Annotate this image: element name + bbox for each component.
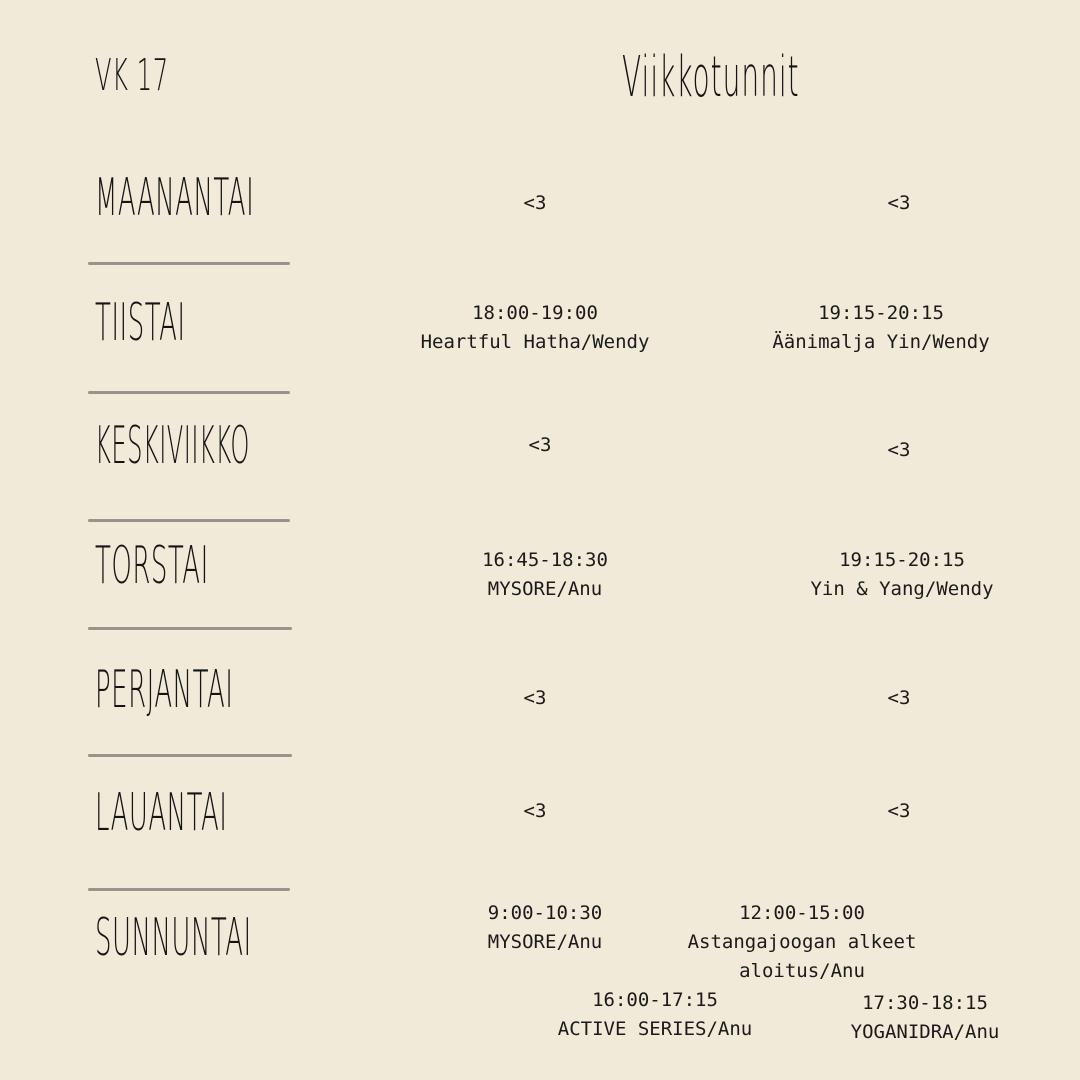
schedule-slot-sunday-2 xyxy=(688,899,917,986)
schedule-slot-wednesday-2: <3 xyxy=(887,439,911,461)
slot-class: MYSORE/Anu xyxy=(487,578,603,600)
week-label: VK 17 xyxy=(95,50,169,101)
schedule-slot-thursday-1 xyxy=(482,546,608,604)
divider xyxy=(88,627,292,630)
slot-class: MYSORE/Anu xyxy=(487,931,603,953)
slot-time: 16:45-18:30 xyxy=(482,549,608,571)
slot-class: ACTIVE SERIES/Anu xyxy=(557,1018,753,1040)
divider xyxy=(88,391,290,394)
page-title: Viikkotunnit xyxy=(622,45,800,110)
schedule-slot-tuesday-1 xyxy=(421,299,650,357)
schedule-slot-friday-2: <3 xyxy=(887,687,911,709)
day-label-monday: MAANANTAI xyxy=(95,168,255,228)
slot-time: 19:15-20:15 xyxy=(818,302,944,324)
schedule-slot-saturday-2: <3 xyxy=(887,800,911,822)
day-label-wednesday: KESKIVIIKKO xyxy=(95,416,250,476)
slot-time: 12:00-15:00 xyxy=(739,902,865,924)
divider xyxy=(88,262,290,265)
divider xyxy=(88,754,292,757)
schedule-slot-monday-1: <3 xyxy=(523,192,547,214)
slot-time: 19:15-20:15 xyxy=(839,549,965,571)
schedule-slot-wednesday-1: <3 xyxy=(528,434,552,456)
slot-class: Yin & Yang/Wendy xyxy=(810,578,994,600)
slot-time: 16:00-17:15 xyxy=(592,989,718,1011)
day-label-saturday: LAUANTAI xyxy=(95,783,228,843)
divider xyxy=(88,519,290,522)
day-label-friday: PERJANTAI xyxy=(95,660,234,720)
slot-time: 18:00-19:00 xyxy=(472,302,598,324)
schedule-slot-sunday-3 xyxy=(558,986,752,1044)
schedule-slot-monday-2: <3 xyxy=(887,192,911,214)
schedule-slot-sunday-1 xyxy=(488,899,602,957)
slot-time: 9:00-10:30 xyxy=(487,902,603,924)
day-label-sunday: SUNNUNTAI xyxy=(95,908,252,968)
slot-class: YOGANIDRA/Anu xyxy=(850,1021,1000,1043)
slot-class: Astangajoogan alkeet xyxy=(687,931,917,953)
schedule-slot-saturday-1: <3 xyxy=(523,800,547,822)
slot-class-continued: aloitus/Anu xyxy=(739,960,865,982)
slot-class: Äänimalja Yin/Wendy xyxy=(772,331,990,353)
divider xyxy=(88,888,290,891)
day-label-tuesday: TIISTAI xyxy=(95,293,186,353)
schedule-slot-friday-1: <3 xyxy=(523,687,547,709)
schedule-slot-tuesday-2 xyxy=(772,299,989,357)
schedule-slot-thursday-2 xyxy=(810,546,993,604)
slot-time: 17:30-18:15 xyxy=(862,992,988,1014)
schedule-slot-sunday-4 xyxy=(851,989,1000,1047)
slot-class: Heartful Hatha/Wendy xyxy=(420,331,650,353)
day-label-thursday: TORSTAI xyxy=(95,536,209,596)
